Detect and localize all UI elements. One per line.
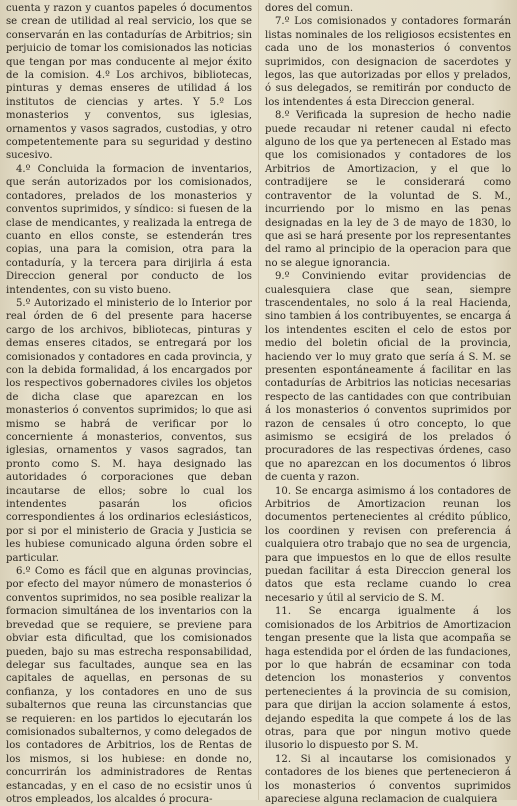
paragraph: 12. Si al incautarse los comisionados y contadores de los bienes que pertenecieron á los monasterios ó conventos suprimidos apareciese alguna reclamacion de cualquiera bbox=[265, 753, 511, 805]
paragraph: 9.º Conviniendo evitar providencias de cualesquiera clase que sean, siempre trascendentales, no solo á la real Hacienda, sino tambien á los contribuyentes, se encarga á los intendentes esciten el celo de estos por medio del boletin oficial de la provincia, haciendo ver lo muy grato que sería á S. M. se presenten espontáneamente á facilitar en las contadurías de Arbitrios las noticias necesarias respecto de las cantidades con que contribuian á los monasterios ó conventos suprimidos por razon de censales ú otro concepto, lo que asimismo se ecsigirá de los prelados ó procuradores de las respectivas órdenes, caso que no aparezcan en los documentos ó libros de cuenta y razon. bbox=[265, 271, 511, 484]
paragraph: 8.º Verificada la supresion de hecho nadie puede recaudar ni retener caudal ni efecto alguno de los que ya pertenecen al Estado mas que los comisionados y contadores de los Arbitrios de Amortizacion, y el que lo contradijere se le considerará como contraventor de la voluntad de S. M., incurriendo por lo mismo en las penas designadas en la ley de 3 de mayo de 1830, lo que asi se hará presente por los representantes del ramo al principio de la operacion para que no se alegue ignorancia. bbox=[265, 110, 511, 269]
column-divider bbox=[258, 0, 259, 800]
right-column bbox=[265, 2, 511, 805]
paragraph: 4.º Concluida la formacion de inventarios, que serán autorizados por los comisionados, contadores, prelados de los monasterios y conventos suprimidos, y síndico: si fuesen de la clase de mendicantes, y realizada la entrega de cuanto en ellos conste, se estenderán tres copias, una para la comision, otra para la contaduría, y la tercera para dirijirla á esta Direccion general por conducto de los intendentes, con su visto bueno. bbox=[6, 163, 252, 296]
paragraph: 6.º Como es fácil que en algunas provincias, por efecto del mayor número de monasterios ó conventos suprimidos, no sea posible realizar la formacion simultánea de los inventarios con la brevedad que se requiere, se previene para obviar esta dificultad, que los comisionados pueden, bajo su mas estrecha responsabilidad, delegar sus facultades, aunque sea en las capitales de aquellas, en personas de su confianza, y los contadores en uno de sus subalternos que reuna las circunstancias que se requieren: en los partidos lo ejecutarán los comisionados subalternos, y como delegados de los contadores de Arbitrios, los de Rentas de los mismos, si los hubiese: en donde no, concurrirán los administradores de Rentas estancadas, y en el caso de no ecsistir unos ú otros empleados, los alcaldes ó procura- bbox=[6, 566, 252, 805]
paragraph: 11. Se encarga igualmente á los comisionados de los Arbitrios de Amortizacion tengan presente que la lista que acompaña se haga estendida por el órden de las fundaciones, por lo que habrán de ecsaminar con toda detencion los monasterios y conventos pertenecientes á la provincia de su comision, para que dirijan la accion solamente á estos, dejando espedita la que compete á los de las otras, para que por ningun motivo quede ilusorio lo dispuesto por S. M. bbox=[265, 606, 511, 752]
paragraph: dores del comun. bbox=[265, 3, 354, 14]
left-column bbox=[6, 2, 252, 805]
paragraph: cuenta y razon y cuantos papeles ó documentos se crean de utilidad al real servicio, los que se conservarán en las contadurías de Arbitrios; sin perjuicio de tomar los comisionados las noticias que tengan por mas conducente al mejor éxito de la comision. 4.º Los archivos, bibliotecas, pinturas y demas enseres de utilidad á los institutos de ciencias y artes. Y 5.º Los monasterios y conventos, sus iglesias, ornamentos y vasos sagrados, custodias, y otro competentemente para su seguridad y destino sucesivo. bbox=[6, 3, 252, 162]
paragraph: 10. Se encarga asimismo á los contadores de Arbitrios de Amortizacion reunan los documentos pertenecientes al crédito público, los coordinen y revisen con preferencia á cualquiera otro trabajo que no sea de urgencia, para que impuestos en lo que de ellos resulte puedan facilitar á esta Direccion general los datos que esta reclame cuando lo crea necesario y útil al servicio de S. M. bbox=[265, 485, 511, 604]
paragraph: 5.º Autorizado el ministerio de lo Interior por real órden de 6 del presente para hacerse cargo de los archivos, bibliotecas, pinturas y demas enseres citados, se entregará por los comisionados y contadores en cada provincia, y con la debida formalidad, á los encargados por los respectivos gobernadores civiles los objetos de dicha clase que aparezcan en los monasterios ó conventos suprimidos; lo que asi mismo se habrá de verificar por lo concerniente á monasterios, conventos, sus iglesias, ornamentos y vasos sagrados, tan pronto como S. M. haya designado las autoridades ó corporaciones que deban incautarse de ellos; sobre lo cual los intendentes pasarán los oficios correspondientes á los ordinarios eclesiásticos, por si por el ministerio de Gracia y Justicia se les hubiese comunicado alguna órden sobre el particular. bbox=[6, 297, 252, 564]
paragraph: 7.º Los comisionados y contadores formarán listas nominales de los religiosos ecsistentes en cada uno de los monasterios ó conventos suprimidos, con designacion de sacerdotes y legos, las que autorizadas por ellos y prelados, ó sus delegados, se remitirán por conducto de los intendentes á esta Direccion general. bbox=[265, 16, 511, 108]
